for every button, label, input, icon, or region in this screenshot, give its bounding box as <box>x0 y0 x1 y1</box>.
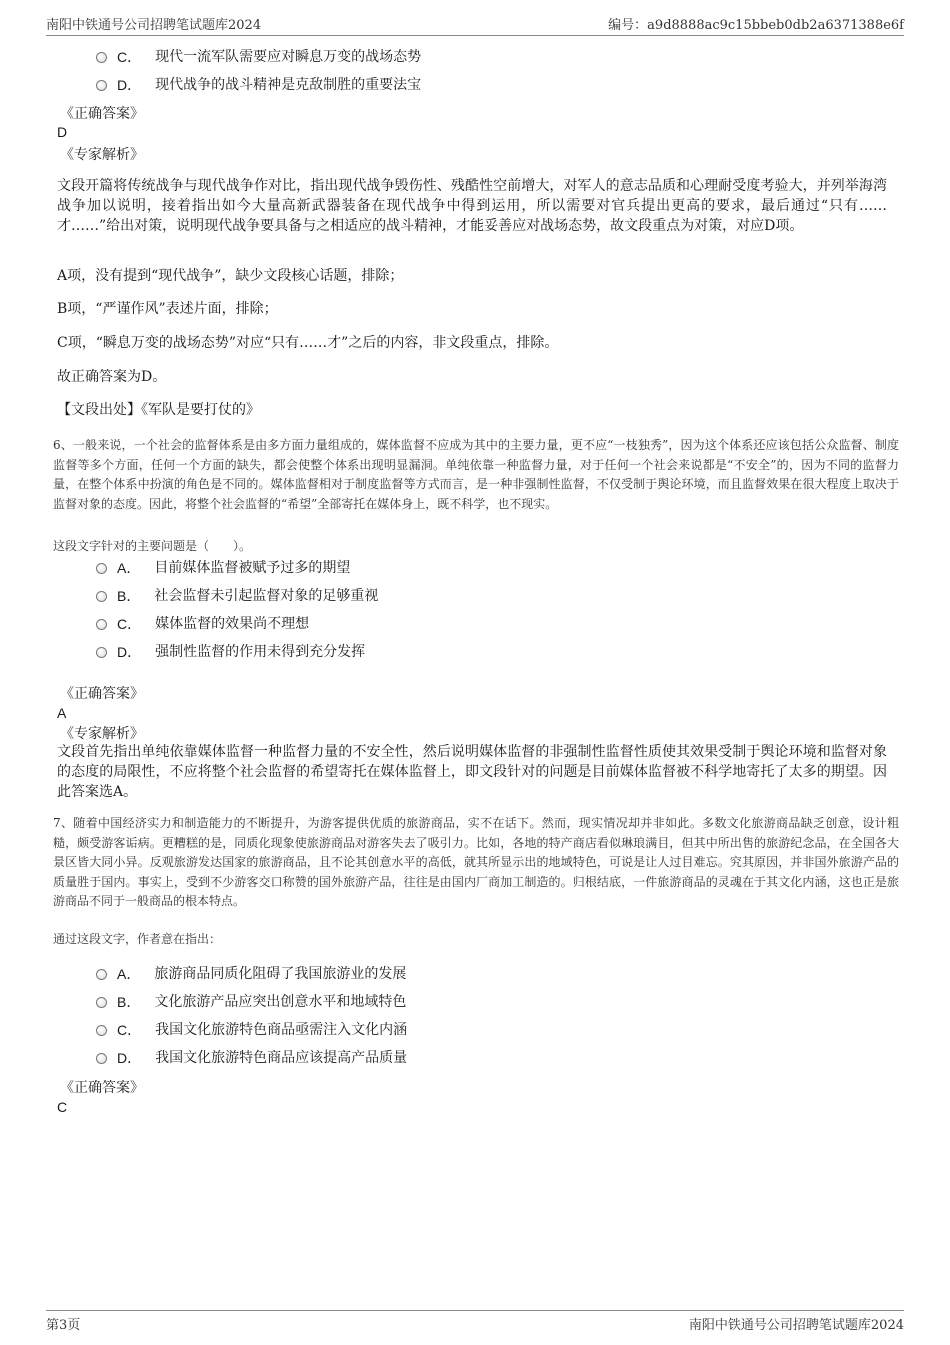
option-text: 旅游商品同质化阻碍了我国旅游业的发展 <box>154 966 407 982</box>
radio-icon[interactable] <box>96 591 107 602</box>
option-letter: C． <box>117 616 142 632</box>
option-text: 社会监督未引起监督对象的足够重视 <box>154 588 379 604</box>
q6-question: 这段文字针对的主要问题是（ ）。 <box>53 539 252 553</box>
radio-icon[interactable] <box>96 647 107 658</box>
header-title: 南阳中铁通号公司招聘笔试题库2024 <box>46 18 262 33</box>
option-text: 现代战争的战斗精神是克敌制胜的重要法宝 <box>155 77 422 93</box>
q5-answer-label: 《正确答案》 <box>60 106 144 122</box>
option-text: 目前媒体监督被赋予过多的期望 <box>154 560 351 576</box>
q6-analysis-label: 《专家解析》 <box>60 726 144 742</box>
page-header <box>46 14 904 34</box>
q5-option-c[interactable] <box>96 47 421 67</box>
q5-analysis-b: B项，“严谨作风”表述片面，排除； <box>57 301 278 317</box>
option-letter: B． <box>117 994 141 1010</box>
radio-icon[interactable] <box>96 1053 107 1064</box>
page-number: 第3页 <box>46 1318 81 1333</box>
option-letter: A． <box>117 966 141 982</box>
q5-analysis-a: A项，没有提到“现代战争”，缺少文段核心话题，排除； <box>57 268 404 284</box>
option-letter: C． <box>117 1022 142 1038</box>
q6-option-b[interactable] <box>96 586 378 606</box>
header-divider <box>46 35 904 36</box>
q5-answer: D <box>57 124 68 140</box>
radio-icon[interactable] <box>96 52 107 63</box>
q7-answer: C <box>57 1099 68 1115</box>
q6-option-d[interactable] <box>96 642 365 662</box>
option-letter: D． <box>117 77 142 93</box>
header-code: 编号：a9d8888ac9c15bbeb0db2a6371388e6f <box>608 18 904 33</box>
footer-title: 南阳中铁通号公司招聘笔试题库2024 <box>688 1318 904 1333</box>
q7-option-a[interactable] <box>96 964 406 984</box>
option-text: 强制性监督的作用未得到充分发挥 <box>155 644 366 660</box>
option-text: 媒体监督的效果尚不理想 <box>155 616 310 632</box>
radio-icon[interactable] <box>96 619 107 630</box>
footer-divider <box>46 1310 904 1311</box>
option-letter: D． <box>117 644 142 660</box>
q5-analysis: 文段开篇将传统战争与现代战争作对比，指出现代战争毁伤性、残酷性空前增大，对军人的意志品质和心理耐受度考验大，并列举海湾战争加以说明，接着指出如今大量高新武器装备在现代战争中得到运用，所以需要对官兵提出更高的要求，最后通过“只有……才……”给出对策，说明现代战争要具备与之相适应的战斗精神，才能妥善应对战场态势，故文段重点为对策，对应D项。 <box>57 178 887 234</box>
q7-option-c[interactable] <box>96 1020 407 1040</box>
option-text: 我国文化旅游特色商品亟需注入文化内涵 <box>155 1022 408 1038</box>
page-footer <box>46 1314 904 1334</box>
q7-answer-label: 《正确答案》 <box>60 1080 144 1096</box>
q6-answer: A <box>57 705 67 721</box>
option-letter: D． <box>117 1050 142 1066</box>
radio-icon[interactable] <box>96 1025 107 1036</box>
q6-option-a[interactable] <box>96 558 350 578</box>
q7-option-d[interactable] <box>96 1048 407 1068</box>
option-text: 文化旅游产品应突出创意水平和地域特色 <box>154 994 407 1010</box>
option-letter: A． <box>117 560 141 576</box>
q6-option-c[interactable] <box>96 614 309 634</box>
option-letter: B． <box>117 588 141 604</box>
q5-analysis-label: 《专家解析》 <box>60 147 144 163</box>
q6-analysis: 文段首先指出单纯依靠媒体监督一种监督力量的不安全性，然后说明媒体监督的非强制性监督性质使其效果受制于舆论环境和监督对象的态度的局限性，不应将整个社会监督的希望寄托在媒体监督上，即文段针对的问题是目前媒体监督被不科学地寄托了太多的期望。因此答案选A。 <box>57 744 887 800</box>
option-text: 我国文化旅游特色商品应该提高产品质量 <box>155 1050 408 1066</box>
q6-stem: 6、一般来说，一个社会的监督体系是由多方面力量组成的，媒体监督不应成为其中的主要力量，更不应“一枝独秀”，因为这个体系还应该包括公众监督、制度监督等多个方面，任何一个方面的缺失，都会使整个体系出现明显漏洞。单纯依靠一种监督力量，对于任何一个社会来说都是“不安全”的，因为不同的监督力量，在整个体系中扮演的角色是不同的。媒体监督相对于制度监督等方式而言，是一种非强制性监督，不仅受制于舆论环境，而且监督效果在很大程度上取决于监督对象的态度。因此，将整个社会监督的“希望”全部寄托在媒体身上，既不科学，也不现实。 <box>53 438 899 511</box>
radio-icon[interactable] <box>96 80 107 91</box>
q5-option-d[interactable] <box>96 75 421 95</box>
q5-source: 【文段出处】《军队是要打仗的》 <box>57 402 260 418</box>
q7-question: 通过这段文字，作者意在指出： <box>53 932 222 946</box>
radio-icon[interactable] <box>96 997 107 1008</box>
option-text: 现代一流军队需要应对瞬息万变的战场态势 <box>155 49 422 65</box>
q7-stem: 7、随着中国经济实力和制造能力的不断提升，为游客提供优质的旅游商品，实不在话下。然而，现实情况却并非如此。多数文化旅游商品缺乏创意，设计粗糙，颇受游客诟病。更糟糕的是，同质化现象使旅游商品对游客失去了吸引力。比如，各地的特产商店看似琳琅满目，但其中所出售的旅游纪念品，在全国各大景区皆大同小异。反观旅游发达国家的旅游商品，且不论其创意水平的高低，就其所显示出的地域特色，可说是让人过目难忘。究其原因，并非国外旅游产品的质量胜于国内。事实上，受到不少游客交口称赞的国外旅游产品，往往是由国内厂商加工制造的。归根结底，一件旅游商品的灵魂在于其文化内涵，这也正是旅游商品不同于一般商品的根本特点。 <box>53 816 899 908</box>
option-letter: C． <box>117 49 142 65</box>
q7-option-b[interactable] <box>96 992 406 1012</box>
q5-analysis-c: C项，“瞬息万变的战场态势”对应“只有……才”之后的内容，非文段重点，排除。 <box>57 335 559 351</box>
radio-icon[interactable] <box>96 969 107 980</box>
q5-conclusion: 故正确答案为D。 <box>57 369 167 385</box>
radio-icon[interactable] <box>96 563 107 574</box>
q6-answer-label: 《正确答案》 <box>60 686 144 702</box>
